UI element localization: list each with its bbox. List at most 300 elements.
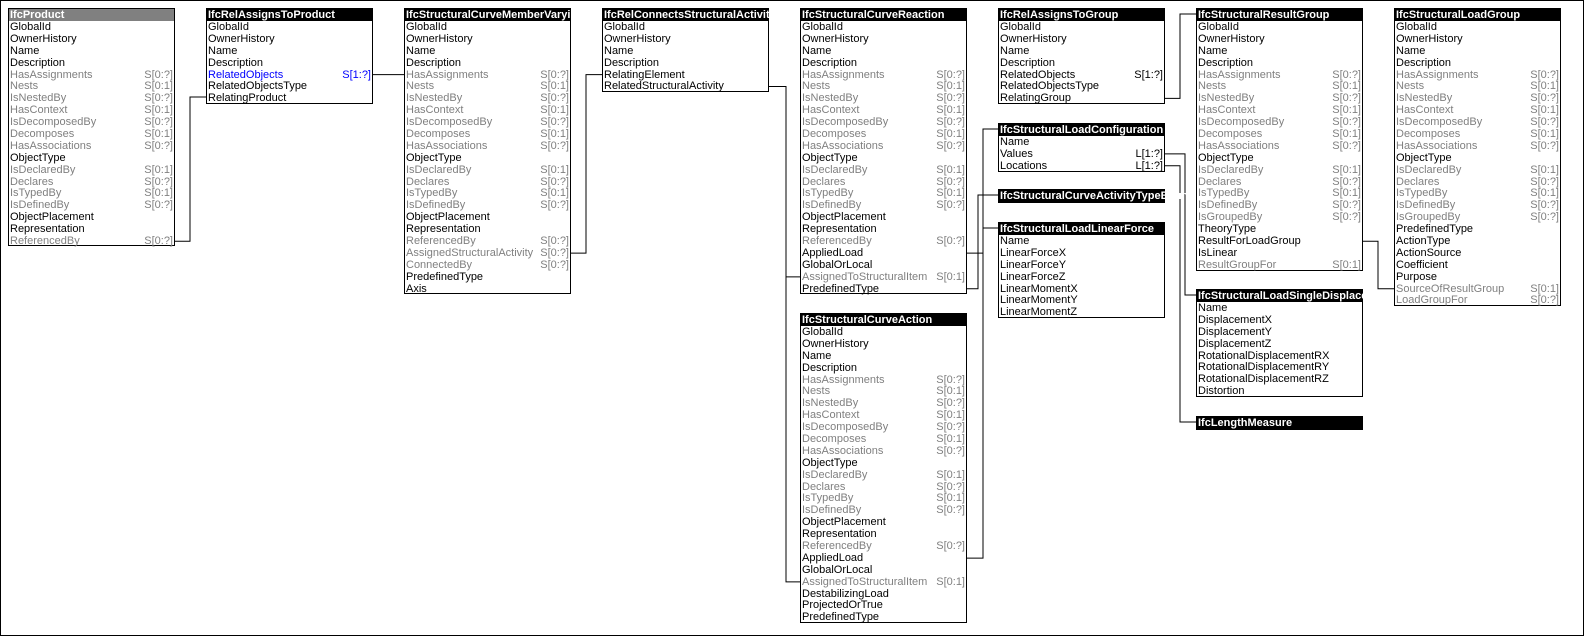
entity-title[interactable]: IfcStructuralCurveActivityTypeEnum <box>1000 190 1192 202</box>
attribute-row[interactable] <box>1197 223 1362 235</box>
attribute-row[interactable] <box>999 148 1164 160</box>
attribute-row[interactable] <box>9 128 174 140</box>
attribute-name: IsNestedBy <box>10 92 67 105</box>
attribute-cardinality: S[0:?] <box>144 68 173 81</box>
attribute-cardinality: S[0:?] <box>1332 116 1361 129</box>
attribute-row[interactable] <box>9 187 174 199</box>
attribute-row[interactable] <box>801 611 966 623</box>
attribute-row[interactable] <box>801 385 966 397</box>
attribute-row[interactable] <box>801 140 966 152</box>
attribute-name: LinearForceY <box>1000 258 1067 271</box>
attribute-row[interactable] <box>1395 152 1560 164</box>
attribute-row[interactable] <box>801 45 966 57</box>
attribute-row[interactable] <box>801 187 966 199</box>
entity-title[interactable]: IfcRelConnectsStructuralActivity <box>604 9 776 21</box>
attribute-name: OwnerHistory <box>406 32 473 45</box>
attribute-row[interactable] <box>999 294 1164 306</box>
attribute-cardinality: S[1:?] <box>1134 68 1163 81</box>
attribute-cardinality: S[0:?] <box>540 175 569 188</box>
attribute-row[interactable] <box>1395 92 1560 104</box>
attribute-name: IsTypedBy <box>1198 187 1250 200</box>
attribute-row[interactable] <box>999 160 1164 172</box>
attribute-row[interactable] <box>1395 235 1560 247</box>
attribute-row[interactable] <box>405 283 570 295</box>
attribute-row[interactable] <box>801 116 966 128</box>
attribute-name: DestabilizingLoad <box>802 587 889 600</box>
attribute-row[interactable] <box>1197 302 1362 314</box>
attribute-row[interactable] <box>801 164 966 176</box>
attribute-cardinality: S[0:1] <box>1530 128 1559 141</box>
attribute-cardinality: S[0:1] <box>144 187 173 200</box>
attribute-row[interactable] <box>9 235 174 247</box>
attribute-row[interactable] <box>9 140 174 152</box>
attribute-name: ObjectPlacement <box>406 211 490 224</box>
attribute-name: Name <box>1000 235 1030 247</box>
entity-ifc-product[interactable] <box>8 8 175 246</box>
attribute-row[interactable] <box>1197 21 1362 33</box>
attribute-row[interactable] <box>1197 152 1362 164</box>
attribute-row[interactable] <box>1197 57 1362 69</box>
attribute-row[interactable] <box>405 69 570 81</box>
attribute-row[interactable] <box>801 481 966 493</box>
attribute-row[interactable] <box>9 152 174 164</box>
attribute-row[interactable] <box>801 599 966 611</box>
attribute-row[interactable] <box>801 235 966 247</box>
attribute-name: AppliedLoad <box>802 246 864 259</box>
attribute-name: HasContext <box>802 104 860 117</box>
entity-ifc-structural-curve-activity-type-enum[interactable] <box>998 189 1192 203</box>
attribute-row[interactable] <box>1395 45 1560 57</box>
attribute-row[interactable] <box>207 57 372 69</box>
attribute-cardinality: S[0:?] <box>540 235 569 248</box>
attribute-row[interactable] <box>1395 176 1560 188</box>
attribute-row[interactable] <box>801 362 966 374</box>
attribute-name: SourceOfResultGroup <box>1396 282 1505 295</box>
attribute-row[interactable] <box>1395 211 1560 223</box>
attribute-cardinality: S[0:?] <box>144 199 173 212</box>
attribute-row[interactable] <box>801 516 966 528</box>
attribute-row[interactable] <box>405 116 570 128</box>
attribute-row[interactable] <box>1395 128 1560 140</box>
attribute-name: HasAssignments <box>10 68 93 81</box>
attribute-row[interactable] <box>9 69 174 81</box>
attribute-cardinality: S[0:1] <box>936 104 965 117</box>
entity-title[interactable]: IfcStructuralResultGroup <box>1197 9 1362 21</box>
attribute-row[interactable] <box>405 164 570 176</box>
attribute-row[interactable] <box>405 211 570 223</box>
entity-title[interactable]: IfcLengthMeasure <box>1197 417 1362 429</box>
attribute-row[interactable] <box>1197 140 1362 152</box>
entity-ifc-structural-curve-member-varying[interactable] <box>404 8 584 295</box>
attribute-row[interactable] <box>1395 271 1560 283</box>
attribute-row[interactable] <box>999 33 1164 45</box>
attribute-name: HasAssociations <box>1198 139 1280 152</box>
entity-title[interactable]: IfcProduct <box>9 9 174 21</box>
entity-title[interactable]: IfcStructuralLoadLinearForce <box>999 223 1164 235</box>
attribute-row[interactable] <box>1197 199 1362 211</box>
attribute-cardinality: S[0:1] <box>936 385 965 398</box>
attribute-row[interactable] <box>1395 187 1560 199</box>
attribute-row[interactable] <box>1197 187 1362 199</box>
attribute-name: PredefinedType <box>1396 223 1474 236</box>
attribute-row[interactable] <box>1197 314 1362 326</box>
attribute-name: RotationalDisplacementRY <box>1198 361 1330 374</box>
attribute-row[interactable] <box>801 445 966 457</box>
attribute-name: GlobalOrLocal <box>802 563 873 576</box>
attribute-row[interactable] <box>801 528 966 540</box>
attribute-cardinality: S[0:?] <box>1332 92 1361 105</box>
attribute-row[interactable] <box>999 92 1164 104</box>
attribute-row[interactable] <box>801 540 966 552</box>
attribute-name: LinearMomentZ <box>1000 306 1078 319</box>
attribute-row[interactable] <box>405 247 570 259</box>
entity-title[interactable]: IfcStructuralCurveMemberVarying <box>406 9 584 21</box>
attribute-row[interactable] <box>1197 211 1362 223</box>
attribute-row[interactable] <box>1197 176 1362 188</box>
attribute-row[interactable] <box>1395 247 1560 259</box>
attribute-name: HasContext <box>406 104 464 117</box>
attribute-row[interactable] <box>999 235 1164 247</box>
attribute-row[interactable] <box>603 33 768 45</box>
entity-title[interactable]: IfcRelAssignsToGroup <box>999 9 1164 21</box>
attribute-name: Name <box>1000 136 1030 148</box>
attribute-name: ReferencedBy <box>802 540 872 553</box>
attribute-cardinality: S[0:1] <box>1332 104 1361 117</box>
attribute-row[interactable] <box>207 33 372 45</box>
attribute-row[interactable] <box>801 397 966 409</box>
attribute-row[interactable] <box>801 469 966 481</box>
attribute-row[interactable] <box>405 271 570 283</box>
attribute-cardinality: S[0:1] <box>540 187 569 200</box>
attribute-row[interactable] <box>405 33 570 45</box>
attribute-row[interactable] <box>801 199 966 211</box>
attribute-row[interactable] <box>1197 45 1362 57</box>
attribute-name: IsDeclaredBy <box>406 163 472 176</box>
entity-ifc-structural-load-configuration[interactable] <box>998 123 1165 172</box>
attribute-row[interactable] <box>801 271 966 283</box>
attribute-row[interactable] <box>1395 116 1560 128</box>
attribute-name: HasAssignments <box>406 68 489 81</box>
attribute-row[interactable] <box>1197 385 1362 397</box>
attribute-row[interactable] <box>801 247 966 259</box>
attribute-row[interactable] <box>1197 128 1362 140</box>
attribute-row[interactable] <box>801 259 966 271</box>
attribute-row[interactable] <box>801 283 966 295</box>
attribute-name: IsDecomposedBy <box>10 116 97 129</box>
attribute-cardinality: S[0:?] <box>936 397 965 410</box>
attribute-row[interactable] <box>1197 235 1362 247</box>
attribute-row[interactable] <box>1395 80 1560 92</box>
attribute-cardinality: S[0:1] <box>936 468 965 481</box>
attribute-row[interactable] <box>1395 199 1560 211</box>
attribute-row[interactable] <box>801 421 966 433</box>
attribute-row[interactable] <box>801 176 966 188</box>
attribute-row[interactable] <box>801 211 966 223</box>
attribute-row[interactable] <box>405 223 570 235</box>
attribute-row[interactable] <box>207 45 372 57</box>
attribute-row[interactable] <box>405 176 570 188</box>
attribute-row[interactable] <box>9 33 174 45</box>
attribute-row[interactable] <box>405 235 570 247</box>
attribute-row[interactable] <box>1197 164 1362 176</box>
attribute-cardinality: S[0:?] <box>936 235 965 248</box>
attribute-cardinality: S[0:?] <box>144 139 173 152</box>
entity-ifc-rel-assigns-to-product[interactable] <box>206 8 373 104</box>
attribute-row[interactable] <box>1197 361 1362 373</box>
attribute-name: Name <box>1198 44 1228 57</box>
attribute-name: IsDefinedBy <box>1396 199 1456 212</box>
attribute-row[interactable] <box>999 259 1164 271</box>
attribute-name: Distortion <box>1198 385 1245 398</box>
attribute-row[interactable] <box>9 164 174 176</box>
attribute-name: Purpose <box>1396 270 1437 283</box>
attribute-row[interactable] <box>1395 104 1560 116</box>
attribute-row[interactable] <box>1395 69 1560 81</box>
entity-ifc-structural-curve-reaction[interactable] <box>800 8 967 294</box>
attribute-name: OwnerHistory <box>10 32 77 45</box>
attribute-row[interactable] <box>405 140 570 152</box>
attribute-row[interactable] <box>405 57 570 69</box>
attribute-row[interactable] <box>999 306 1164 318</box>
attribute-name: LinearForceX <box>1000 246 1067 259</box>
entity-ifc-structural-result-group[interactable] <box>1196 8 1363 271</box>
attribute-name: IsDeclaredBy <box>1198 163 1264 176</box>
attribute-row[interactable] <box>9 211 174 223</box>
attribute-name: RelatingGroup <box>1000 92 1071 105</box>
attribute-name: Description <box>802 361 858 374</box>
attribute-row[interactable] <box>603 69 768 81</box>
attribute-name: PredefinedType <box>802 282 880 295</box>
attribute-name: Nests <box>406 80 435 93</box>
entity-ifc-rel-assigns-to-group[interactable] <box>998 8 1165 104</box>
attribute-row[interactable] <box>999 21 1164 33</box>
attribute-row[interactable] <box>9 176 174 188</box>
attribute-row[interactable] <box>9 21 174 33</box>
attribute-row[interactable] <box>801 92 966 104</box>
attribute-row[interactable] <box>801 57 966 69</box>
attribute-cardinality: S[0:1] <box>144 104 173 117</box>
attribute-row[interactable] <box>207 80 372 92</box>
attribute-row[interactable] <box>9 223 174 235</box>
attribute-name: IsDefinedBy <box>10 199 70 212</box>
attribute-row[interactable] <box>801 457 966 469</box>
attribute-row[interactable] <box>405 128 570 140</box>
attribute-row[interactable] <box>405 187 570 199</box>
attribute-name: ObjectType <box>802 456 858 469</box>
attribute-row[interactable] <box>801 350 966 362</box>
attribute-row[interactable] <box>1395 164 1560 176</box>
attribute-row[interactable] <box>999 45 1164 57</box>
attribute-row[interactable] <box>9 92 174 104</box>
attribute-row[interactable] <box>405 21 570 33</box>
attribute-row[interactable] <box>801 504 966 516</box>
attribute-name: IsDeclaredBy <box>802 163 868 176</box>
attribute-name: ReferencedBy <box>406 235 476 248</box>
attribute-row[interactable] <box>801 21 966 33</box>
attribute-row[interactable] <box>1197 350 1362 362</box>
attribute-row[interactable] <box>1197 33 1362 45</box>
attribute-name: HasContext <box>10 104 68 117</box>
attribute-row[interactable] <box>405 92 570 104</box>
attribute-row[interactable] <box>9 80 174 92</box>
attribute-row[interactable] <box>999 247 1164 259</box>
attribute-row[interactable] <box>207 21 372 33</box>
attribute-row[interactable] <box>1395 140 1560 152</box>
attribute-row[interactable] <box>999 69 1164 81</box>
attribute-cardinality: S[0:1] <box>936 187 965 200</box>
attribute-cardinality: S[0:1] <box>1530 80 1559 93</box>
attribute-row[interactable] <box>801 433 966 445</box>
attribute-cardinality: S[0:?] <box>1530 211 1559 224</box>
attribute-name: HasAssignments <box>1198 68 1281 81</box>
attribute-row[interactable] <box>1395 57 1560 69</box>
entity-title[interactable]: IfcStructuralLoadSingleDisplacement <box>1198 290 1394 302</box>
attribute-name: RotationalDisplacementRX <box>1198 349 1330 362</box>
attribute-row[interactable] <box>801 338 966 350</box>
entity-title[interactable]: IfcStructuralLoadConfiguration <box>1000 124 1164 136</box>
attribute-name: IsDecomposedBy <box>1396 116 1483 129</box>
attribute-row[interactable] <box>801 33 966 45</box>
attribute-row[interactable] <box>1395 223 1560 235</box>
attribute-row[interactable] <box>999 57 1164 69</box>
attribute-row[interactable] <box>999 271 1164 283</box>
attribute-row[interactable] <box>801 80 966 92</box>
attribute-row[interactable] <box>1197 338 1362 350</box>
attribute-cardinality: S[0:1] <box>540 163 569 176</box>
attribute-row[interactable] <box>1197 326 1362 338</box>
attribute-row[interactable] <box>999 80 1164 92</box>
attribute-row[interactable] <box>999 283 1164 295</box>
attribute-name: OwnerHistory <box>1198 32 1265 45</box>
attribute-row[interactable] <box>9 199 174 211</box>
attribute-name: PredefinedType <box>802 611 880 624</box>
attribute-row[interactable] <box>801 564 966 576</box>
entity-title[interactable]: IfcRelAssignsToProduct <box>207 9 372 21</box>
attribute-name: RelatedObjectsType <box>208 80 308 93</box>
attribute-name: GlobalId <box>1198 21 1239 33</box>
entity-ifc-structural-load-single-displacement[interactable] <box>1196 289 1394 398</box>
entity-title[interactable]: IfcStructuralLoadGroup <box>1395 9 1560 21</box>
attribute-name: HasAssignments <box>1396 68 1479 81</box>
attribute-name: Decomposes <box>1396 128 1461 141</box>
attribute-row[interactable] <box>1395 283 1560 295</box>
attribute-row[interactable] <box>801 326 966 338</box>
attribute-row[interactable] <box>207 92 372 104</box>
attribute-row[interactable] <box>9 104 174 116</box>
attribute-cardinality: S[0:1] <box>1530 282 1559 295</box>
entity-ifc-structural-load-group[interactable] <box>1394 8 1561 306</box>
attribute-row[interactable] <box>801 69 966 81</box>
attribute-name: TheoryType <box>1198 223 1257 236</box>
attribute-name: Representation <box>10 223 85 236</box>
attribute-row[interactable] <box>9 57 174 69</box>
attribute-row[interactable] <box>1197 69 1362 81</box>
attribute-row[interactable] <box>603 80 768 92</box>
attribute-name: RelatingElement <box>604 68 685 81</box>
attribute-name: IsDefinedBy <box>802 504 862 517</box>
attribute-name: Declares <box>10 175 54 188</box>
attribute-row[interactable] <box>1395 259 1560 271</box>
attribute-name: IsDefinedBy <box>802 199 862 212</box>
attribute-row[interactable] <box>801 576 966 588</box>
attribute-row[interactable] <box>1197 116 1362 128</box>
attribute-name: Values <box>1000 147 1033 160</box>
attribute-row[interactable] <box>1197 259 1362 271</box>
attribute-row[interactable] <box>801 374 966 386</box>
attribute-row[interactable] <box>801 152 966 164</box>
attribute-cardinality: S[0:?] <box>936 68 965 81</box>
attribute-row[interactable] <box>1197 104 1362 116</box>
attribute-row[interactable] <box>207 69 372 81</box>
attribute-name: Description <box>1198 56 1254 69</box>
attribute-name: ReferencedBy <box>10 235 80 248</box>
attribute-row[interactable] <box>1395 294 1560 306</box>
attribute-name: HasContext <box>1198 104 1256 117</box>
attribute-cardinality: S[0:?] <box>1332 139 1361 152</box>
attribute-cardinality: S[0:?] <box>1332 175 1361 188</box>
attribute-row[interactable] <box>1395 33 1560 45</box>
attribute-row[interactable] <box>405 45 570 57</box>
attribute-name: RelatedObjects <box>208 68 284 81</box>
attribute-name: IsDecomposedBy <box>802 421 889 434</box>
attribute-row[interactable] <box>603 21 768 33</box>
attribute-row[interactable] <box>1197 373 1362 385</box>
attribute-name: ObjectType <box>406 151 462 164</box>
attribute-row[interactable] <box>801 588 966 600</box>
attribute-row[interactable] <box>405 104 570 116</box>
entity-ifc-length-measure[interactable] <box>1196 416 1363 430</box>
attribute-row[interactable] <box>1197 92 1362 104</box>
attribute-name: IsTypedBy <box>1396 187 1448 200</box>
entity-title[interactable]: IfcStructuralCurveReaction <box>801 9 966 21</box>
attribute-name: HasAssignments <box>802 373 885 386</box>
attribute-row[interactable] <box>801 128 966 140</box>
attribute-name: ActionSource <box>1396 246 1462 259</box>
entity-ifc-structural-curve-action[interactable] <box>800 313 967 623</box>
entity-ifc-rel-connects-structural-activity[interactable] <box>602 8 776 93</box>
attribute-row[interactable] <box>603 57 768 69</box>
attribute-name: HasAssignments <box>802 68 885 81</box>
attribute-row[interactable] <box>801 492 966 504</box>
attribute-name: GlobalId <box>802 326 843 338</box>
entity-title[interactable]: IfcStructuralCurveAction <box>801 314 966 326</box>
attribute-row[interactable] <box>9 116 174 128</box>
attribute-row[interactable] <box>405 259 570 271</box>
attribute-cardinality: S[0:?] <box>540 258 569 271</box>
attribute-row[interactable] <box>801 552 966 564</box>
attribute-row[interactable] <box>801 223 966 235</box>
attribute-row[interactable] <box>405 199 570 211</box>
attribute-row[interactable] <box>405 152 570 164</box>
attribute-row[interactable] <box>603 45 768 57</box>
attribute-row[interactable] <box>9 45 174 57</box>
entity-ifc-structural-load-linear-force[interactable] <box>998 222 1165 318</box>
attribute-name: GlobalOrLocal <box>802 258 873 271</box>
attribute-row[interactable] <box>405 80 570 92</box>
attribute-cardinality: S[0:?] <box>1530 294 1559 307</box>
attribute-cardinality: L[1:?] <box>1135 159 1163 172</box>
attribute-name: HasAssociations <box>406 139 488 152</box>
attribute-row[interactable] <box>1197 80 1362 92</box>
attribute-row[interactable] <box>801 104 966 116</box>
attribute-row[interactable] <box>801 409 966 421</box>
attribute-row[interactable] <box>1395 21 1560 33</box>
attribute-row[interactable] <box>1197 247 1362 259</box>
attribute-name: Representation <box>802 528 877 541</box>
attribute-name: Nests <box>1396 80 1425 93</box>
attribute-row[interactable] <box>999 136 1164 148</box>
attribute-name: GlobalId <box>406 21 447 33</box>
